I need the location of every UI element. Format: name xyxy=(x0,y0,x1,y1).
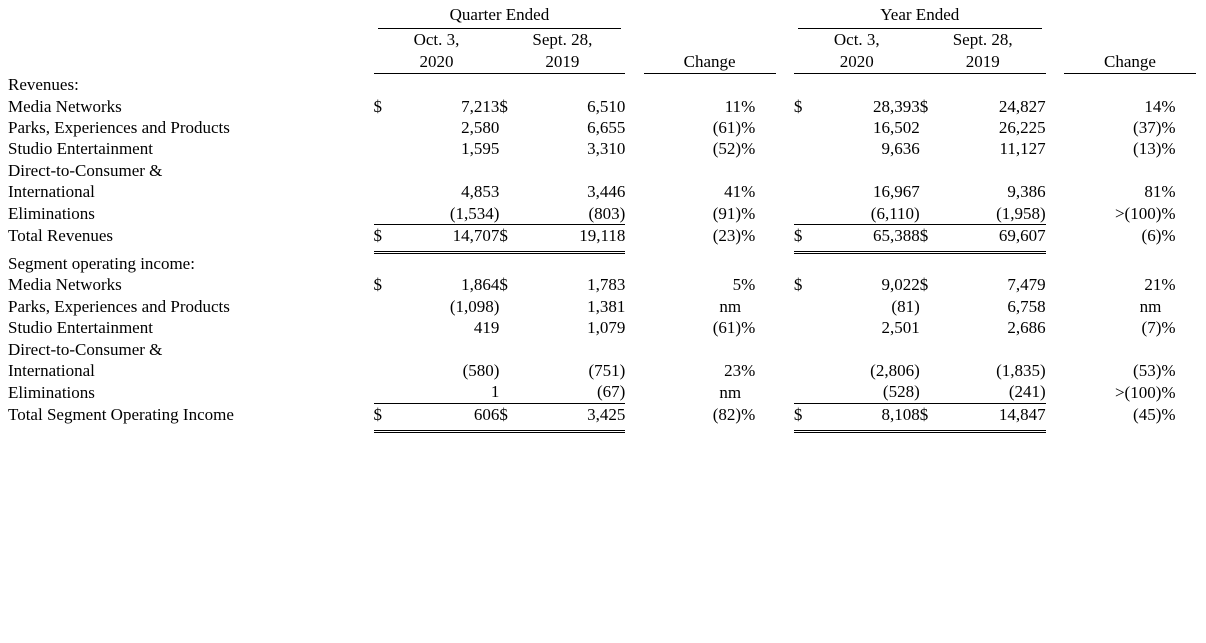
spacer-cell xyxy=(374,253,1196,274)
row-currency xyxy=(794,117,818,138)
spacer-cell xyxy=(625,203,643,225)
total-revenues-row xyxy=(8,225,1196,247)
row-value: 1,381 xyxy=(587,296,626,316)
row-label: Media Networks xyxy=(8,275,122,295)
row-change: (53) xyxy=(1133,361,1162,380)
date-header-y-2019-line2: 2019 xyxy=(920,51,1046,74)
row-currency xyxy=(374,296,398,317)
row-value: (6,110) xyxy=(870,203,920,223)
change-header-year-label: Change xyxy=(1064,51,1196,74)
total-percent-sign: % xyxy=(1161,404,1176,424)
spacer-cell xyxy=(776,381,794,403)
row-percent-sign: % xyxy=(1161,275,1176,295)
double-rule xyxy=(374,425,500,432)
row-currency xyxy=(794,203,818,225)
row-change: 14 xyxy=(1144,96,1162,116)
total-currency: $ xyxy=(920,403,944,425)
table-row xyxy=(8,138,1196,159)
table-group-header-row xyxy=(8,4,1196,29)
spacer-cell xyxy=(1064,4,1196,29)
total-value: 65,388 xyxy=(818,225,920,247)
row-value: 2,580 xyxy=(461,118,500,138)
row-value: 1,595 xyxy=(461,139,500,159)
row-change: (37) xyxy=(1133,118,1162,138)
spacer-cell xyxy=(1046,425,1064,432)
total-value: 19,118 xyxy=(524,225,626,247)
row-value: (241) xyxy=(1008,382,1046,402)
table-date-header-row xyxy=(8,29,1196,74)
spacer-cell xyxy=(625,138,643,159)
row-currency xyxy=(499,181,523,202)
section-header-row xyxy=(8,74,1196,95)
spacer-cell xyxy=(1046,403,1064,425)
spacer-cell xyxy=(625,381,643,403)
row-currency xyxy=(374,360,398,381)
spacer-cell xyxy=(776,317,794,338)
row-value: 9,636 xyxy=(881,139,920,159)
date-header-q-2020 xyxy=(374,29,500,74)
row-value: 1,079 xyxy=(587,318,626,338)
row-change: >(100) xyxy=(1114,382,1162,402)
spacer-cell xyxy=(374,339,1196,360)
spacer-cell xyxy=(1064,425,1196,432)
row-value: (528) xyxy=(882,382,920,402)
row-percent-sign: % xyxy=(1161,318,1176,338)
spacer-cell xyxy=(8,4,374,29)
row-currency: $ xyxy=(919,275,929,295)
row-percent-sign: % xyxy=(741,275,756,295)
spacer-cell xyxy=(776,138,794,159)
row-value: 7,213 xyxy=(461,96,500,116)
row-label: Parks, Experiences and Products xyxy=(8,296,230,316)
row-currency xyxy=(374,181,398,202)
date-header-q-2019 xyxy=(499,29,625,74)
spacer-cell xyxy=(1046,274,1064,295)
total-change: (45) xyxy=(1133,404,1162,424)
row-currency: $ xyxy=(499,275,508,295)
row-currency: $ xyxy=(793,96,803,116)
row-percent-sign: % xyxy=(741,361,756,380)
spacer-cell xyxy=(776,274,794,295)
change-header-year xyxy=(1064,29,1196,74)
row-value: 1,783 xyxy=(587,275,626,295)
section-header-row xyxy=(8,253,1196,274)
total-label: Total Segment Operating Income xyxy=(8,404,234,424)
row-percent-sign: % xyxy=(1161,139,1176,159)
spacer-cell xyxy=(625,274,643,295)
row-value: 24,827 xyxy=(998,96,1046,116)
row-currency xyxy=(374,138,398,159)
spacer-cell xyxy=(625,4,643,29)
table-row xyxy=(8,317,1196,338)
row-percent-sign: % xyxy=(741,96,756,116)
row-value: 3,446 xyxy=(587,182,626,202)
row-percent-sign: % xyxy=(1161,204,1176,224)
spacer-cell xyxy=(625,29,643,74)
spacer-cell xyxy=(776,403,794,425)
row-percent-sign xyxy=(741,296,776,317)
row-change: (91) xyxy=(712,204,742,224)
row-currency xyxy=(499,296,523,317)
group-header-quarter xyxy=(374,4,626,29)
row-value: (580) xyxy=(462,361,500,380)
spacer-cell xyxy=(776,203,794,225)
row-value: (1,534) xyxy=(449,203,500,223)
row-value: 28,393 xyxy=(872,96,920,116)
row-currency xyxy=(499,203,523,225)
total-percent-sign: % xyxy=(741,404,756,424)
row-currency xyxy=(499,117,523,138)
row-value: 1,864 xyxy=(461,275,500,295)
row-currency: $ xyxy=(919,96,929,116)
row-change: (52) xyxy=(712,139,742,159)
row-value: 419 xyxy=(473,318,500,338)
row-currency xyxy=(794,381,818,403)
row-percent-sign: % xyxy=(741,139,756,159)
row-label: Parks, Experiences and Products xyxy=(8,118,230,138)
total-change: (6) xyxy=(1141,226,1162,246)
row-value: 6,510 xyxy=(587,96,626,116)
table-row-label-line1 xyxy=(8,339,1196,360)
spacer-cell xyxy=(776,360,794,381)
table-row xyxy=(8,117,1196,138)
row-change: (13) xyxy=(1133,139,1162,159)
row-currency xyxy=(920,181,944,202)
row-value: 9,386 xyxy=(1007,182,1046,202)
total-value: 69,607 xyxy=(944,225,1046,247)
spacer-cell xyxy=(1046,181,1064,202)
row-value: 16,502 xyxy=(872,118,920,138)
row-label: Studio Entertainment xyxy=(8,139,153,159)
spacer-cell xyxy=(1046,317,1064,338)
total-label: Total Revenues xyxy=(8,226,114,246)
date-header-y-2020 xyxy=(794,29,920,74)
group-header-year xyxy=(794,4,1046,29)
row-currency xyxy=(794,181,818,202)
total-currency: $ xyxy=(374,403,398,425)
row-currency xyxy=(920,203,944,225)
total-currency: $ xyxy=(499,225,523,247)
row-change: >(100) xyxy=(1114,204,1162,224)
total-currency: $ xyxy=(374,225,398,247)
spacer-cell xyxy=(776,225,794,247)
spacer-cell xyxy=(8,425,374,432)
spacer-cell xyxy=(625,181,643,202)
spacer-cell xyxy=(776,425,794,432)
total-currency: $ xyxy=(794,225,818,247)
row-value: (1,958) xyxy=(996,203,1046,223)
double-rule xyxy=(499,425,625,432)
spacer-cell xyxy=(374,160,1196,181)
total-value: 14,707 xyxy=(398,225,500,247)
row-currency xyxy=(794,138,818,159)
spacer-cell xyxy=(1046,360,1064,381)
row-value: 6,655 xyxy=(587,118,626,138)
row-change: 5 xyxy=(732,275,742,295)
spacer-cell xyxy=(1046,4,1064,29)
row-change: nm xyxy=(719,296,742,316)
row-value: (751) xyxy=(588,361,626,380)
spacer-cell xyxy=(1046,29,1064,74)
row-value: 3,310 xyxy=(587,139,626,159)
spacer-cell xyxy=(1046,138,1064,159)
row-value: 16,967 xyxy=(872,182,920,202)
spacer-cell xyxy=(625,296,643,317)
total-value: 3,425 xyxy=(524,403,626,425)
spacer-cell xyxy=(625,317,643,338)
spacer-cell xyxy=(644,425,776,432)
row-currency: $ xyxy=(373,96,383,116)
table-row xyxy=(8,360,1196,381)
total-value: 14,847 xyxy=(944,403,1046,425)
row-label: Eliminations xyxy=(8,382,95,402)
spacer-cell xyxy=(8,29,374,74)
row-label: Direct-to-Consumer & xyxy=(8,160,163,180)
row-currency xyxy=(920,317,944,338)
row-value: 26,225 xyxy=(998,118,1046,138)
row-label-continued: International xyxy=(8,182,95,202)
row-change: 23 xyxy=(724,361,742,380)
row-change: nm xyxy=(719,382,742,402)
date-header-y-2020-line2: 2020 xyxy=(794,51,920,74)
table-row xyxy=(8,274,1196,295)
total-value: 606 xyxy=(398,403,500,425)
spacer-cell xyxy=(776,296,794,317)
group-header-year-label: Year Ended xyxy=(798,4,1042,29)
total-change: (82) xyxy=(712,404,742,424)
row-currency: $ xyxy=(499,96,508,116)
row-change: (7) xyxy=(1141,318,1162,338)
total-segment-operating-income-row xyxy=(8,403,1196,425)
section-title-revenues: Revenues: xyxy=(8,75,79,95)
row-change: 81 xyxy=(1144,182,1162,202)
spacer-cell xyxy=(1046,225,1064,247)
row-currency xyxy=(920,381,944,403)
date-header-y-2019 xyxy=(920,29,1046,74)
row-percent-sign xyxy=(741,381,776,403)
spacer-cell xyxy=(776,181,794,202)
spacer-cell xyxy=(1046,96,1064,117)
spacer-cell xyxy=(776,96,794,117)
row-percent-sign: % xyxy=(741,204,756,224)
row-value: 4,853 xyxy=(461,182,500,202)
row-currency xyxy=(920,138,944,159)
segment-results-table xyxy=(8,4,1196,433)
spacer-cell xyxy=(625,117,643,138)
row-label: Direct-to-Consumer & xyxy=(8,339,163,359)
double-rule xyxy=(920,425,1046,432)
row-label: Media Networks xyxy=(8,96,122,116)
change-header-quarter-label: Change xyxy=(644,51,776,74)
row-value: 2,686 xyxy=(1007,318,1046,338)
row-percent-sign: % xyxy=(1161,182,1176,202)
row-currency: $ xyxy=(793,275,803,295)
date-header-y-2019-line1: Sept. 28, xyxy=(952,30,1013,50)
row-currency xyxy=(794,296,818,317)
table-row-label-line1 xyxy=(8,160,1196,181)
group-header-quarter-label: Quarter Ended xyxy=(378,4,622,29)
row-value: 6,758 xyxy=(1007,296,1046,316)
row-currency xyxy=(374,381,398,403)
spacer-cell xyxy=(625,96,643,117)
row-currency xyxy=(920,296,944,317)
row-value: 1 xyxy=(490,382,500,402)
total-currency: $ xyxy=(794,403,818,425)
row-currency xyxy=(794,360,818,381)
total-percent-sign: % xyxy=(1161,226,1176,246)
total-currency: $ xyxy=(920,225,944,247)
row-value: (1,835) xyxy=(996,361,1046,380)
date-header-y-2020-line1: Oct. 3, xyxy=(833,30,880,50)
date-header-q-2019-line2: 2019 xyxy=(499,51,625,74)
change-header-quarter xyxy=(644,29,776,74)
row-change: (61) xyxy=(712,318,742,338)
financial-statement-page xyxy=(0,4,1206,643)
spacer-cell xyxy=(374,74,1196,95)
spacer-cell xyxy=(1046,203,1064,225)
row-change: 41 xyxy=(724,182,742,202)
table-row xyxy=(8,381,1196,403)
row-currency xyxy=(920,360,944,381)
spacer-cell xyxy=(625,425,643,432)
row-currency xyxy=(499,317,523,338)
date-header-q-2020-line1: Oct. 3, xyxy=(413,30,460,50)
spacer-cell xyxy=(776,29,794,74)
row-currency xyxy=(920,117,944,138)
double-rule xyxy=(794,425,920,432)
row-label: Eliminations xyxy=(8,204,95,224)
row-percent-sign: % xyxy=(1161,382,1176,402)
row-value: 11,127 xyxy=(999,139,1046,159)
row-currency xyxy=(499,138,523,159)
spacer-cell xyxy=(776,117,794,138)
row-percent-sign: % xyxy=(1161,96,1176,116)
row-currency xyxy=(499,381,523,403)
total-value: 8,108 xyxy=(818,403,920,425)
row-percent-sign xyxy=(1161,296,1196,317)
table-row xyxy=(8,181,1196,202)
row-value: (803) xyxy=(588,203,626,223)
row-change: (61) xyxy=(712,118,742,138)
total-segment-double-rule-row xyxy=(8,425,1196,432)
row-currency xyxy=(499,360,523,381)
total-change: (23) xyxy=(712,226,742,246)
row-value: (1,098) xyxy=(449,296,500,316)
spacer-cell xyxy=(1046,381,1064,403)
date-header-q-2020-line2: 2020 xyxy=(374,51,500,74)
row-value: (2,806) xyxy=(870,361,920,380)
row-change: nm xyxy=(1139,296,1162,316)
row-change: 21 xyxy=(1144,275,1162,295)
row-currency xyxy=(374,117,398,138)
row-value: 7,479 xyxy=(1007,275,1046,295)
row-percent-sign: % xyxy=(1161,118,1176,138)
row-currency xyxy=(794,317,818,338)
row-currency xyxy=(374,203,398,225)
table-row xyxy=(8,203,1196,225)
row-change: 11 xyxy=(724,96,742,116)
row-label-continued: International xyxy=(8,361,95,380)
row-percent-sign: % xyxy=(741,318,756,338)
row-value: 2,501 xyxy=(881,318,920,338)
total-percent-sign: % xyxy=(741,226,756,246)
row-percent-sign: % xyxy=(741,182,756,202)
spacer-cell xyxy=(625,225,643,247)
row-value: (81) xyxy=(891,296,920,316)
row-label: Studio Entertainment xyxy=(8,318,153,338)
row-percent-sign: % xyxy=(741,118,756,138)
row-currency xyxy=(374,317,398,338)
spacer-cell xyxy=(644,4,776,29)
row-value: (67) xyxy=(597,382,626,402)
row-percent-sign: % xyxy=(1161,361,1176,380)
row-value: 9,022 xyxy=(881,275,920,295)
table-row xyxy=(8,96,1196,117)
table-row xyxy=(8,296,1196,317)
total-currency: $ xyxy=(499,403,523,425)
spacer-cell xyxy=(1046,296,1064,317)
section-title-segment-operating-income: Segment operating income: xyxy=(8,253,195,273)
spacer-cell xyxy=(625,360,643,381)
spacer-cell xyxy=(625,403,643,425)
date-header-q-2019-line1: Sept. 28, xyxy=(532,30,593,50)
row-currency: $ xyxy=(373,275,383,295)
spacer-cell xyxy=(1046,117,1064,138)
spacer-cell xyxy=(776,4,794,29)
